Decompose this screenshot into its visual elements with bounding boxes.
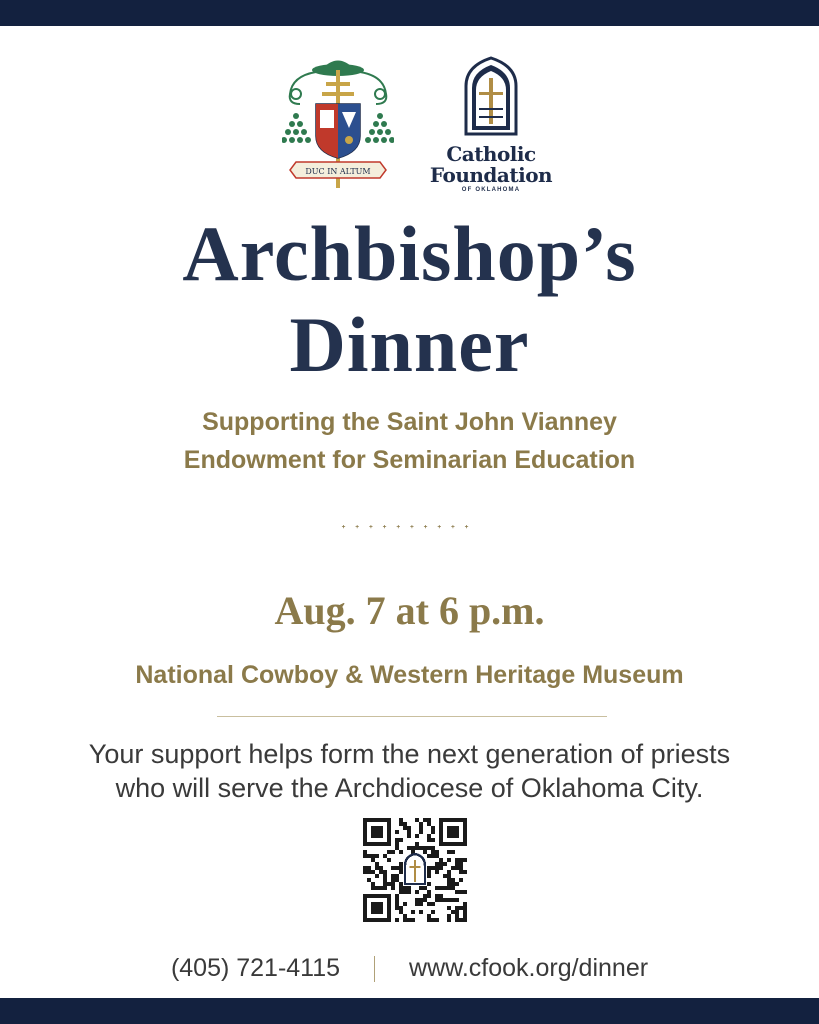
support-message (0, 737, 819, 805)
website-link[interactable]: www.cfook.org/dinner (409, 954, 649, 982)
top-navy-bar (0, 0, 819, 26)
ornament-divider: ᐩᐩᐩᐩᐩᐩᐩᐩᐩᐩ (341, 522, 478, 536)
support-line1: Your support helps form the next generation of priests (88, 739, 731, 769)
catholic-foundation-logo (426, 56, 556, 198)
qr-code-icon[interactable] (363, 818, 467, 922)
gold-divider-line (217, 716, 607, 717)
contact-line (0, 950, 819, 986)
coat-of-arms-icon (282, 54, 394, 194)
phone-number[interactable]: (405) 721-4115 (170, 954, 341, 982)
event-title-line2: Dinner (289, 301, 530, 388)
event-venue: National Cowboy & Western Heritage Museum (135, 661, 684, 689)
gothic-window-cross-icon (464, 56, 518, 136)
foundation-name-line1: Catholic (446, 142, 536, 166)
motto-text: DUC IN ALTUM (305, 167, 371, 176)
support-line2: who will serve the Archdiocese of Oklahoma City. (115, 773, 704, 803)
event-subtitle-line2: Endowment for Seminarian Education (183, 446, 636, 474)
event-title-line1: Archbishop’s (182, 210, 637, 297)
bottom-navy-bar (0, 998, 819, 1024)
foundation-name-line2: Foundation (429, 163, 553, 187)
event-subtitle-line1: Supporting the Saint John Vianney (202, 408, 617, 436)
contact-separator (374, 956, 375, 982)
foundation-subline: OF OKLAHOMA (461, 187, 521, 193)
event-date: Aug. 7 at 6 p.m. (274, 588, 545, 633)
